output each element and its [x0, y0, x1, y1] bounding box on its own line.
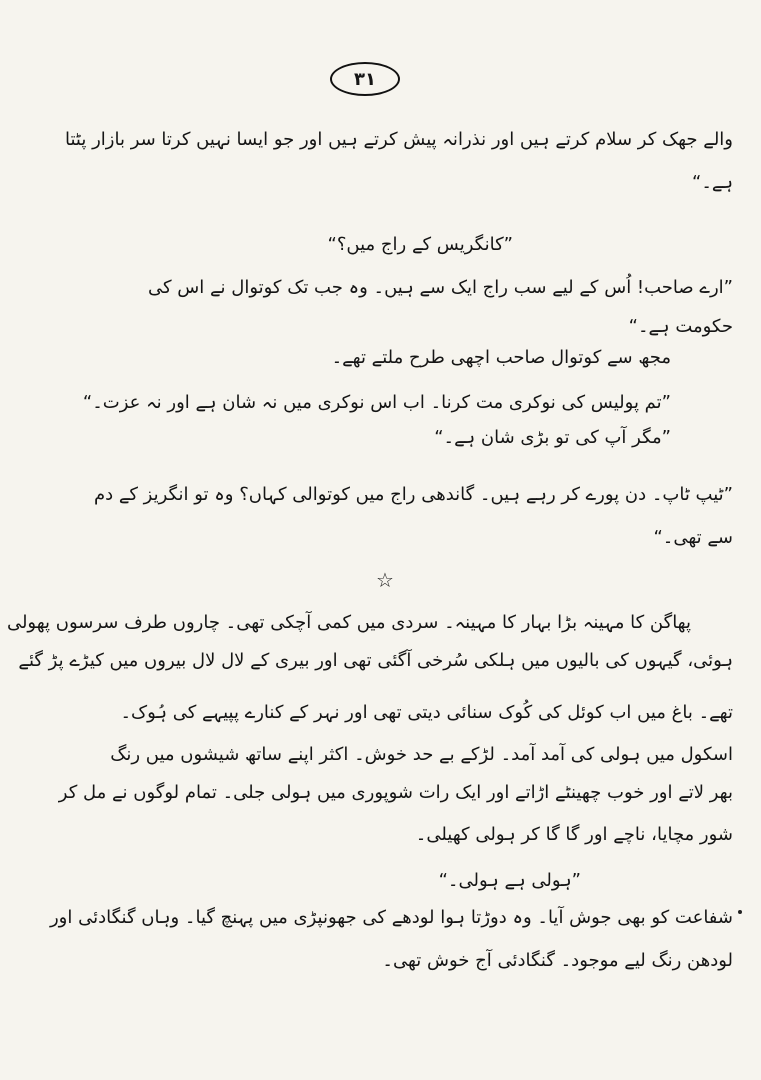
text-line: ”ارے صاحب! اُس کے لیے سب راج ایک سے ہیں۔ وہ جب تک کوتوال نے اس کی: [147, 277, 733, 298]
text-line: شفاعت کو بھی جوش آیا۔ وہ دوڑتا ہوا لودھے کی جھونپڑی میں پہنچ گیا۔ وہاں گنگادئی اور: [49, 907, 733, 928]
text-line: ”کانگریس کے راج میں؟“: [327, 234, 513, 255]
ink-dot: [738, 910, 742, 914]
text-line: تھے۔ باغ میں اب کوئل کی کُوک سنائی دیتی تھی اور نہر کے کنارے پپیہے کی ہُوک۔: [120, 702, 733, 723]
text-line: ”تم پولیس کی نوکری مت کرنا۔ اب اس نوکری میں نہ شان ہے اور نہ عزت۔“: [82, 392, 671, 413]
text-line: بھر لاتے اور خوب چھینٹے اڑاتے اور ایک رات شوپوری میں ہولی جلی۔ تمام لوگوں نے مل کر: [58, 782, 733, 803]
text-line: ہے۔“: [692, 172, 733, 193]
text-line: ”ہولی ہے ہولی۔“: [438, 870, 581, 891]
text-line: ”ٹیپ ٹاپ۔ دن پورے کر رہے ہیں۔ گاندھی راج میں کوتوالی کہاں؟ وہ تو انگریز کے دم: [93, 484, 733, 505]
page-number: ۳۱: [330, 62, 400, 96]
text-line: شور مچایا، ناچے اور گا گا کر ہولی کھیلی۔: [415, 824, 733, 845]
text-line: مجھ سے کوتوال صاحب اچھی طرح ملتے تھے۔: [331, 347, 671, 368]
text-line: والے جھک کر سلام کرتے ہیں اور نذرانہ پیش کرتے ہیں اور جو ایسا نہیں کرتا سر بازار پٹتا: [65, 129, 733, 150]
text-line: ہوئی، گیہوں کی بالیوں میں ہلکی سُرخی آگئی تھی اور بیری کے لال لال بیروں میں کیڑے پڑ گئے: [18, 650, 733, 671]
text-line: پھاگن کا مہینہ بڑا بہار کا مہینہ۔ سردی میں کمی آچکی تھی۔ چاروں طرف سرسوں پھولی: [6, 612, 691, 633]
text-line: حکومت ہے۔“: [628, 316, 733, 337]
text-line: لودھن رنگ لیے موجود۔ گنگادئی آج خوش تھی۔: [382, 950, 733, 971]
text-line: اسکول میں ہولی کی آمد آمد۔ لڑکے بے حد خوش۔ اکثر اپنے ساتھ شیشوں میں رنگ: [110, 744, 733, 765]
text-line: ”مگر آپ کی تو بڑی شان ہے۔“: [434, 427, 671, 448]
text-line: سے تھی۔“: [653, 527, 733, 548]
section-divider-star-icon: ☆: [376, 568, 394, 592]
